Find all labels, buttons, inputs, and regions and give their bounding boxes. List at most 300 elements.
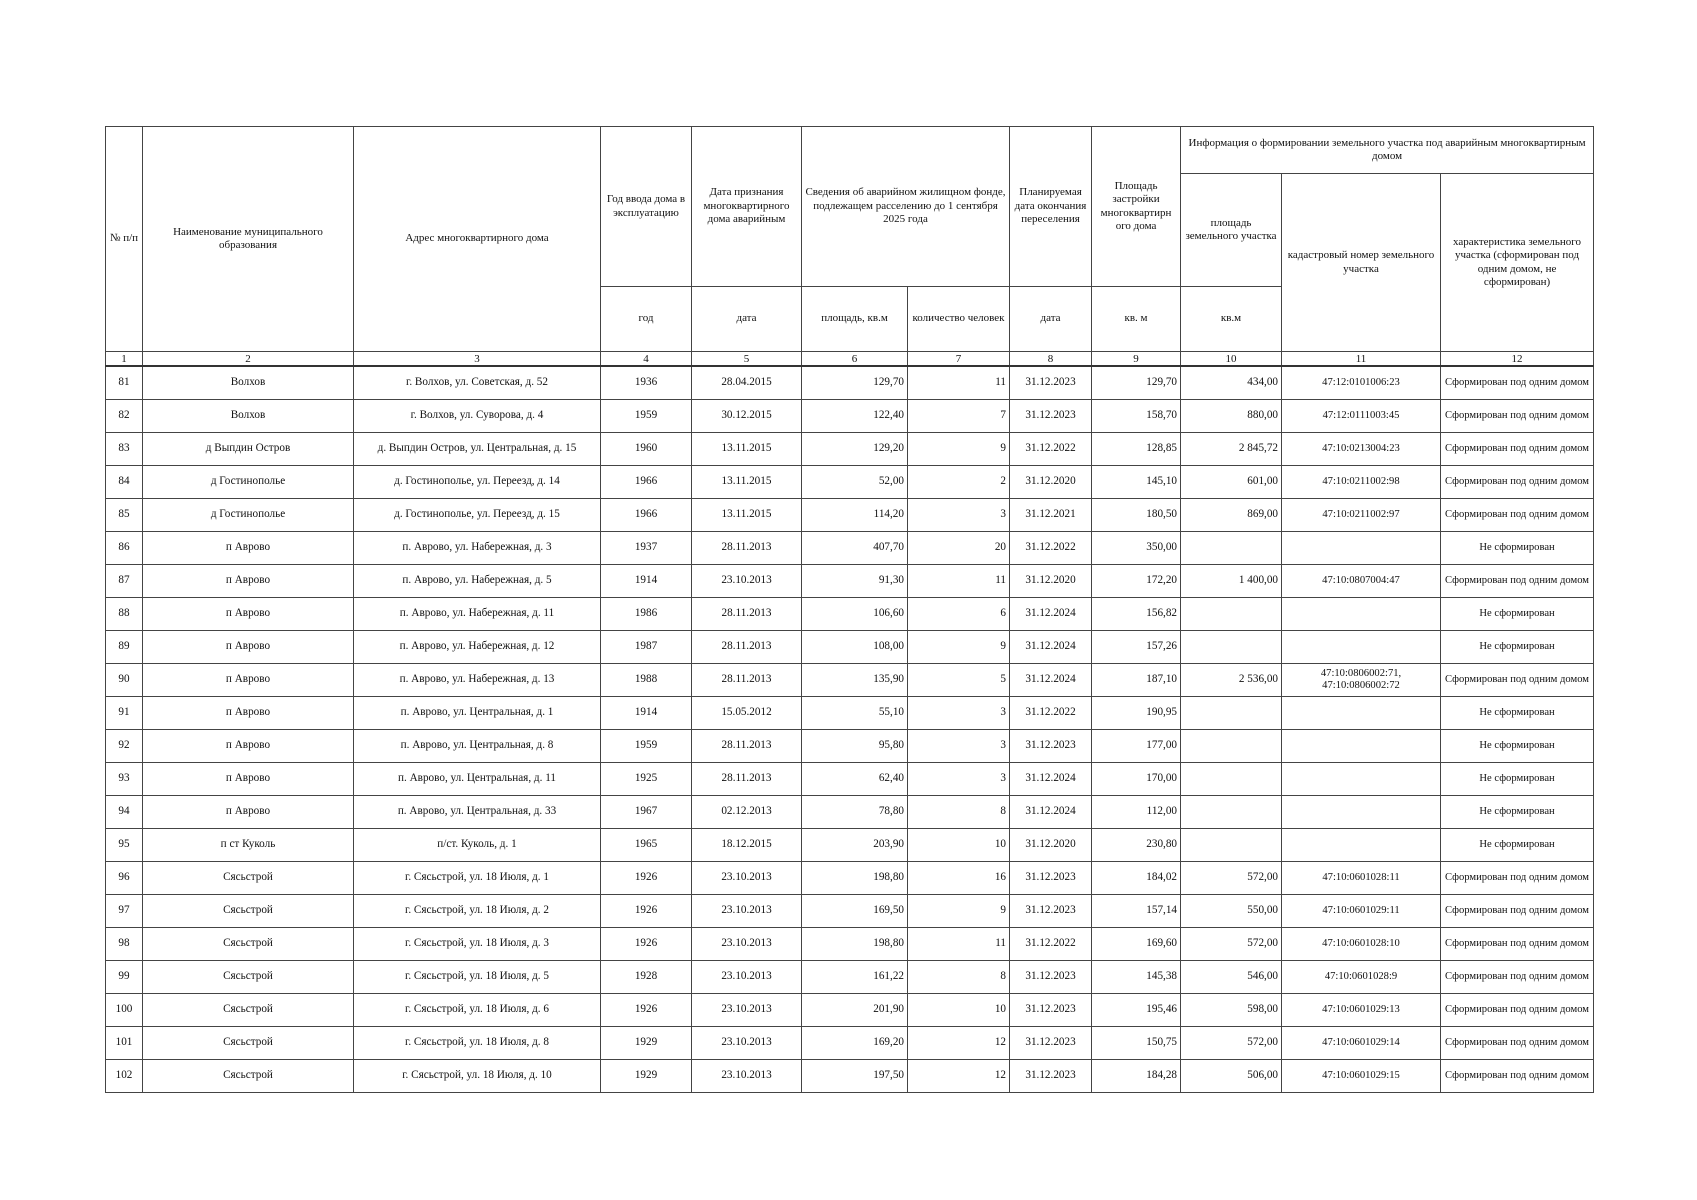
cell-plan-date: 31.12.2023 <box>1010 961 1092 994</box>
table-row <box>106 1060 1594 1093</box>
header-land-info: Информация о формировании земельного участка под аварийным многоквартирным домом <box>1181 127 1594 174</box>
cell-land-area <box>1181 829 1282 862</box>
cell-plan-date: 31.12.2024 <box>1010 598 1092 631</box>
column-number: 4 <box>601 352 692 367</box>
cell-municipality: п Аврово <box>143 730 354 763</box>
cell-num: 100 <box>106 994 143 1027</box>
cell-date-recognized: 13.11.2015 <box>692 466 802 499</box>
cell-people: 5 <box>908 664 1010 697</box>
cell-area: 198,80 <box>802 862 908 895</box>
cell-land-char: Не сформирован <box>1441 829 1594 862</box>
cell-footprint: 172,20 <box>1092 565 1181 598</box>
cell-address: п. Аврово, ул. Центральная, д. 8 <box>354 730 601 763</box>
cell-municipality: п ст Куколь <box>143 829 354 862</box>
cell-land-area: 869,00 <box>1181 499 1282 532</box>
cell-cadastral: 47:10:0601028:9 <box>1282 961 1441 994</box>
cell-plan-date: 31.12.2023 <box>1010 994 1092 1027</box>
cell-address: п. Аврово, ул. Центральная, д. 33 <box>354 796 601 829</box>
cell-cadastral: 47:10:0601029:11 <box>1282 895 1441 928</box>
column-number: 11 <box>1282 352 1441 367</box>
cell-date-recognized: 13.11.2015 <box>692 499 802 532</box>
cell-municipality: д Гостинополье <box>143 466 354 499</box>
cell-land-char: Сформирован под одним домом <box>1441 400 1594 433</box>
cell-date-recognized: 23.10.2013 <box>692 994 802 1027</box>
cell-land-area <box>1181 697 1282 730</box>
cell-date-recognized: 28.11.2013 <box>692 631 802 664</box>
table-row <box>106 565 1594 598</box>
housing-table-sheet <box>105 126 1594 1093</box>
cell-footprint: 112,00 <box>1092 796 1181 829</box>
cell-num: 91 <box>106 697 143 730</box>
column-number: 5 <box>692 352 802 367</box>
cell-land-char: Не сформирован <box>1441 532 1594 565</box>
cell-address: д. Выпдин Остров, ул. Центральная, д. 15 <box>354 433 601 466</box>
cell-area: 95,80 <box>802 730 908 763</box>
unit-year: год <box>601 287 692 352</box>
cell-year-built: 1936 <box>601 366 692 400</box>
cell-plan-date: 31.12.2020 <box>1010 829 1092 862</box>
cell-year-built: 1988 <box>601 664 692 697</box>
cell-year-built: 1926 <box>601 928 692 961</box>
column-number: 1 <box>106 352 143 367</box>
cell-num: 89 <box>106 631 143 664</box>
cell-land-area <box>1181 796 1282 829</box>
cell-municipality: п Аврово <box>143 796 354 829</box>
column-number: 6 <box>802 352 908 367</box>
cell-footprint: 128,85 <box>1092 433 1181 466</box>
cell-year-built: 1925 <box>601 763 692 796</box>
cell-people: 20 <box>908 532 1010 565</box>
cell-address: п. Аврово, ул. Центральная, д. 11 <box>354 763 601 796</box>
column-number: 10 <box>1181 352 1282 367</box>
cell-plan-date: 31.12.2021 <box>1010 499 1092 532</box>
cell-date-recognized: 30.12.2015 <box>692 400 802 433</box>
table-row <box>106 631 1594 664</box>
cell-land-area: 550,00 <box>1181 895 1282 928</box>
cell-land-char: Сформирован под одним домом <box>1441 499 1594 532</box>
cell-footprint: 170,00 <box>1092 763 1181 796</box>
table-body <box>106 366 1594 1093</box>
unit-plan: дата <box>1010 287 1092 352</box>
cell-address: п. Аврово, ул. Набережная, д. 12 <box>354 631 601 664</box>
cell-people: 11 <box>908 565 1010 598</box>
cell-footprint: 158,70 <box>1092 400 1181 433</box>
cell-address: г. Сясьстрой, ул. 18 Июля, д. 1 <box>354 862 601 895</box>
cell-municipality: Сясьстрой <box>143 961 354 994</box>
cell-municipality: п Аврово <box>143 532 354 565</box>
cell-address: п. Аврово, ул. Центральная, д. 1 <box>354 697 601 730</box>
cell-plan-date: 31.12.2024 <box>1010 763 1092 796</box>
table-row <box>106 829 1594 862</box>
header-year-built: Год ввода дома в эксплуатацию <box>601 127 692 287</box>
cell-cadastral: 47:10:0601029:15 <box>1282 1060 1441 1093</box>
column-number: 8 <box>1010 352 1092 367</box>
cell-footprint: 157,26 <box>1092 631 1181 664</box>
cell-people: 8 <box>908 796 1010 829</box>
cell-area: 135,90 <box>802 664 908 697</box>
cell-land-char: Не сформирован <box>1441 763 1594 796</box>
cell-land-area: 506,00 <box>1181 1060 1282 1093</box>
cell-municipality: Сясьстрой <box>143 1027 354 1060</box>
cell-land-char: Сформирован под одним домом <box>1441 366 1594 400</box>
table-row <box>106 532 1594 565</box>
cell-year-built: 1926 <box>601 862 692 895</box>
cell-land-char: Сформирован под одним домом <box>1441 1060 1594 1093</box>
cell-land-char: Не сформирован <box>1441 631 1594 664</box>
cell-land-area <box>1181 730 1282 763</box>
cell-plan-date: 31.12.2022 <box>1010 532 1092 565</box>
cell-plan-date: 31.12.2023 <box>1010 862 1092 895</box>
cell-address: п. Аврово, ул. Набережная, д. 11 <box>354 598 601 631</box>
cell-date-recognized: 28.04.2015 <box>692 366 802 400</box>
column-number-row <box>106 352 1594 367</box>
table-row <box>106 499 1594 532</box>
cell-land-area: 434,00 <box>1181 366 1282 400</box>
table-row <box>106 433 1594 466</box>
header-row-top <box>106 127 1594 174</box>
cell-area: 108,00 <box>802 631 908 664</box>
cell-area: 203,90 <box>802 829 908 862</box>
cell-area: 55,10 <box>802 697 908 730</box>
cell-address: г. Сясьстрой, ул. 18 Июля, д. 10 <box>354 1060 601 1093</box>
cell-area: 161,22 <box>802 961 908 994</box>
cell-cadastral: 47:10:0806002:71, 47:10:0806002:72 <box>1282 664 1441 697</box>
cell-num: 102 <box>106 1060 143 1093</box>
cell-num: 85 <box>106 499 143 532</box>
table-row <box>106 994 1594 1027</box>
cell-land-char: Не сформирован <box>1441 730 1594 763</box>
cell-land-area <box>1181 532 1282 565</box>
cell-year-built: 1966 <box>601 466 692 499</box>
cell-address: д. Гостинополье, ул. Переезд, д. 14 <box>354 466 601 499</box>
cell-num: 87 <box>106 565 143 598</box>
cell-year-built: 1929 <box>601 1027 692 1060</box>
cell-land-char: Сформирован под одним домом <box>1441 565 1594 598</box>
cell-year-built: 1959 <box>601 400 692 433</box>
cell-land-char: Сформирован под одним домом <box>1441 961 1594 994</box>
cell-address: п/ст. Куколь, д. 1 <box>354 829 601 862</box>
cell-date-recognized: 23.10.2013 <box>692 1027 802 1060</box>
column-number: 12 <box>1441 352 1594 367</box>
table-row <box>106 928 1594 961</box>
cell-num: 88 <box>106 598 143 631</box>
cell-municipality: Сясьстрой <box>143 895 354 928</box>
cell-plan-date: 31.12.2024 <box>1010 631 1092 664</box>
cell-address: г. Сясьстрой, ул. 18 Июля, д. 5 <box>354 961 601 994</box>
header-plan-date: Планируемая дата окончания переселения <box>1010 127 1092 287</box>
cell-date-recognized: 23.10.2013 <box>692 928 802 961</box>
cell-people: 12 <box>908 1027 1010 1060</box>
header-municipality: Наименование муниципального образования <box>143 127 354 352</box>
cell-num: 97 <box>106 895 143 928</box>
cell-year-built: 1959 <box>601 730 692 763</box>
cell-people: 11 <box>908 928 1010 961</box>
table-row <box>106 796 1594 829</box>
cell-land-area: 572,00 <box>1181 862 1282 895</box>
cell-footprint: 190,95 <box>1092 697 1181 730</box>
cell-footprint: 187,10 <box>1092 664 1181 697</box>
cell-footprint: 156,82 <box>1092 598 1181 631</box>
cell-year-built: 1926 <box>601 994 692 1027</box>
cell-year-built: 1987 <box>601 631 692 664</box>
cell-cadastral <box>1282 532 1441 565</box>
cell-people: 9 <box>908 631 1010 664</box>
unit-date: дата <box>692 287 802 352</box>
cell-year-built: 1960 <box>601 433 692 466</box>
column-number: 9 <box>1092 352 1181 367</box>
cell-area: 52,00 <box>802 466 908 499</box>
emergency-housing-table <box>105 126 1594 1093</box>
cell-plan-date: 31.12.2023 <box>1010 366 1092 400</box>
cell-municipality: п Аврово <box>143 631 354 664</box>
cell-plan-date: 31.12.2023 <box>1010 1060 1092 1093</box>
cell-date-recognized: 28.11.2013 <box>692 763 802 796</box>
cell-year-built: 1986 <box>601 598 692 631</box>
cell-area: 129,20 <box>802 433 908 466</box>
cell-people: 8 <box>908 961 1010 994</box>
header-num: № п/п <box>106 127 143 352</box>
cell-people: 9 <box>908 433 1010 466</box>
cell-cadastral <box>1282 697 1441 730</box>
table-row <box>106 763 1594 796</box>
cell-address: г. Сясьстрой, ул. 18 Июля, д. 3 <box>354 928 601 961</box>
cell-date-recognized: 28.11.2013 <box>692 532 802 565</box>
cell-footprint: 150,75 <box>1092 1027 1181 1060</box>
cell-cadastral: 47:10:0211002:98 <box>1282 466 1441 499</box>
cell-num: 92 <box>106 730 143 763</box>
cell-municipality: п Аврово <box>143 697 354 730</box>
table-row <box>106 862 1594 895</box>
unit-land: кв.м <box>1181 287 1282 352</box>
cell-date-recognized: 15.05.2012 <box>692 697 802 730</box>
header-address: Адрес многоквартирного дома <box>354 127 601 352</box>
cell-plan-date: 31.12.2024 <box>1010 796 1092 829</box>
cell-plan-date: 31.12.2023 <box>1010 1027 1092 1060</box>
cell-date-recognized: 28.11.2013 <box>692 730 802 763</box>
cell-num: 84 <box>106 466 143 499</box>
cell-cadastral: 47:10:0601028:10 <box>1282 928 1441 961</box>
cell-address: г. Волхов, ул. Советская, д. 52 <box>354 366 601 400</box>
cell-footprint: 350,00 <box>1092 532 1181 565</box>
cell-area: 201,90 <box>802 994 908 1027</box>
cell-year-built: 1929 <box>601 1060 692 1093</box>
cell-footprint: 145,38 <box>1092 961 1181 994</box>
cell-people: 3 <box>908 763 1010 796</box>
cell-area: 91,30 <box>802 565 908 598</box>
cell-date-recognized: 23.10.2013 <box>692 862 802 895</box>
cell-num: 98 <box>106 928 143 961</box>
cell-land-area: 546,00 <box>1181 961 1282 994</box>
header-date-recognized: Дата признания многоквартирного дома аварийным <box>692 127 802 287</box>
cell-num: 82 <box>106 400 143 433</box>
cell-area: 62,40 <box>802 763 908 796</box>
cell-land-area <box>1181 598 1282 631</box>
cell-num: 99 <box>106 961 143 994</box>
cell-footprint: 177,00 <box>1092 730 1181 763</box>
cell-land-char: Не сформирован <box>1441 697 1594 730</box>
cell-cadastral: 47:12:0111003:45 <box>1282 400 1441 433</box>
cell-cadastral: 47:10:0601029:14 <box>1282 1027 1441 1060</box>
cell-address: г. Сясьстрой, ул. 18 Июля, д. 2 <box>354 895 601 928</box>
cell-area: 407,70 <box>802 532 908 565</box>
cell-people: 6 <box>908 598 1010 631</box>
cell-cadastral <box>1282 763 1441 796</box>
table-row <box>106 466 1594 499</box>
table-row <box>106 730 1594 763</box>
cell-plan-date: 31.12.2020 <box>1010 466 1092 499</box>
cell-cadastral: 47:12:0101006:23 <box>1282 366 1441 400</box>
cell-address: г. Сясьстрой, ул. 18 Июля, д. 6 <box>354 994 601 1027</box>
cell-footprint: 145,10 <box>1092 466 1181 499</box>
cell-date-recognized: 23.10.2013 <box>692 1060 802 1093</box>
cell-people: 3 <box>908 730 1010 763</box>
cell-plan-date: 31.12.2023 <box>1010 400 1092 433</box>
cell-people: 10 <box>908 994 1010 1027</box>
cell-address: д. Гостинополье, ул. Переезд, д. 15 <box>354 499 601 532</box>
cell-municipality: Сясьстрой <box>143 928 354 961</box>
cell-num: 86 <box>106 532 143 565</box>
table-row <box>106 961 1594 994</box>
cell-year-built: 1928 <box>601 961 692 994</box>
cell-area: 114,20 <box>802 499 908 532</box>
cell-land-area: 572,00 <box>1181 928 1282 961</box>
cell-land-char: Сформирован под одним домом <box>1441 1027 1594 1060</box>
cell-land-area: 1 400,00 <box>1181 565 1282 598</box>
cell-land-char: Сформирован под одним домом <box>1441 928 1594 961</box>
cell-address: п. Аврово, ул. Набережная, д. 5 <box>354 565 601 598</box>
cell-date-recognized: 28.11.2013 <box>692 664 802 697</box>
header-footprint: Площадь застройки многоквартирн ого дома <box>1092 127 1181 287</box>
cell-plan-date: 31.12.2020 <box>1010 565 1092 598</box>
cell-cadastral <box>1282 598 1441 631</box>
cell-footprint: 129,70 <box>1092 366 1181 400</box>
table-row <box>106 366 1594 400</box>
cell-plan-date: 31.12.2023 <box>1010 730 1092 763</box>
cell-people: 11 <box>908 366 1010 400</box>
cell-date-recognized: 18.12.2015 <box>692 829 802 862</box>
cell-year-built: 1967 <box>601 796 692 829</box>
cell-land-char: Сформирован под одним домом <box>1441 862 1594 895</box>
header-land-char: характеристика земельного участка (сформирован под одним домом, не сформирован) <box>1441 174 1594 352</box>
cell-plan-date: 31.12.2022 <box>1010 928 1092 961</box>
cell-municipality: п Аврово <box>143 664 354 697</box>
cell-num: 101 <box>106 1027 143 1060</box>
cell-land-area: 880,00 <box>1181 400 1282 433</box>
cell-land-area <box>1181 631 1282 664</box>
cell-land-char: Сформирован под одним домом <box>1441 466 1594 499</box>
cell-people: 2 <box>908 466 1010 499</box>
cell-cadastral <box>1282 796 1441 829</box>
cell-plan-date: 31.12.2022 <box>1010 697 1092 730</box>
header-fund: Сведения об аварийном жилищном фонде, подлежащем расселению до 1 сентября 2025 года <box>802 127 1010 287</box>
cell-cadastral <box>1282 829 1441 862</box>
cell-footprint: 230,80 <box>1092 829 1181 862</box>
cell-people: 3 <box>908 499 1010 532</box>
header-cadastral: кадастровый номер земельного участка <box>1282 174 1441 352</box>
cell-municipality: Волхов <box>143 366 354 400</box>
cell-footprint: 195,46 <box>1092 994 1181 1027</box>
table-row <box>106 1027 1594 1060</box>
cell-year-built: 1966 <box>601 499 692 532</box>
cell-num: 94 <box>106 796 143 829</box>
cell-land-char: Не сформирован <box>1441 796 1594 829</box>
cell-year-built: 1965 <box>601 829 692 862</box>
unit-area: площадь, кв.м <box>802 287 908 352</box>
cell-municipality: Сясьстрой <box>143 1060 354 1093</box>
cell-cadastral <box>1282 631 1441 664</box>
table-row <box>106 598 1594 631</box>
cell-year-built: 1914 <box>601 697 692 730</box>
cell-area: 169,50 <box>802 895 908 928</box>
cell-year-built: 1926 <box>601 895 692 928</box>
table-row <box>106 895 1594 928</box>
unit-people: количество человек <box>908 287 1010 352</box>
cell-plan-date: 31.12.2024 <box>1010 664 1092 697</box>
cell-municipality: д Гостинополье <box>143 499 354 532</box>
cell-municipality: Сясьстрой <box>143 994 354 1027</box>
cell-municipality: п Аврово <box>143 598 354 631</box>
cell-num: 96 <box>106 862 143 895</box>
cell-date-recognized: 23.10.2013 <box>692 895 802 928</box>
table-row <box>106 400 1594 433</box>
cell-area: 122,40 <box>802 400 908 433</box>
cell-cadastral: 47:10:0807004:47 <box>1282 565 1441 598</box>
cell-cadastral: 47:10:0213004:23 <box>1282 433 1441 466</box>
cell-people: 9 <box>908 895 1010 928</box>
table-row <box>106 697 1594 730</box>
unit-footprint: кв. м <box>1092 287 1181 352</box>
cell-people: 16 <box>908 862 1010 895</box>
cell-people: 3 <box>908 697 1010 730</box>
cell-num: 81 <box>106 366 143 400</box>
cell-cadastral <box>1282 730 1441 763</box>
cell-land-area <box>1181 763 1282 796</box>
column-number: 2 <box>143 352 354 367</box>
cell-cadastral: 47:10:0211002:97 <box>1282 499 1441 532</box>
cell-people: 10 <box>908 829 1010 862</box>
cell-cadastral: 47:10:0601029:13 <box>1282 994 1441 1027</box>
cell-people: 12 <box>908 1060 1010 1093</box>
cell-area: 198,80 <box>802 928 908 961</box>
cell-address: г. Волхов, ул. Суворова, д. 4 <box>354 400 601 433</box>
cell-cadastral: 47:10:0601028:11 <box>1282 862 1441 895</box>
cell-area: 129,70 <box>802 366 908 400</box>
cell-footprint: 184,02 <box>1092 862 1181 895</box>
cell-land-char: Сформирован под одним домом <box>1441 433 1594 466</box>
cell-area: 169,20 <box>802 1027 908 1060</box>
cell-people: 7 <box>908 400 1010 433</box>
cell-area: 197,50 <box>802 1060 908 1093</box>
cell-plan-date: 31.12.2023 <box>1010 895 1092 928</box>
column-number: 3 <box>354 352 601 367</box>
table-row <box>106 664 1594 697</box>
cell-municipality: Волхов <box>143 400 354 433</box>
cell-municipality: п Аврово <box>143 763 354 796</box>
cell-municipality: д Выпдин Остров <box>143 433 354 466</box>
cell-land-area: 572,00 <box>1181 1027 1282 1060</box>
cell-land-area: 598,00 <box>1181 994 1282 1027</box>
cell-year-built: 1914 <box>601 565 692 598</box>
cell-land-char: Сформирован под одним домом <box>1441 664 1594 697</box>
cell-municipality: п Аврово <box>143 565 354 598</box>
cell-address: п. Аврово, ул. Набережная, д. 13 <box>354 664 601 697</box>
cell-footprint: 180,50 <box>1092 499 1181 532</box>
cell-footprint: 184,28 <box>1092 1060 1181 1093</box>
cell-footprint: 157,14 <box>1092 895 1181 928</box>
cell-date-recognized: 23.10.2013 <box>692 961 802 994</box>
header-land-area: площадь земельного участка <box>1181 174 1282 287</box>
cell-num: 95 <box>106 829 143 862</box>
